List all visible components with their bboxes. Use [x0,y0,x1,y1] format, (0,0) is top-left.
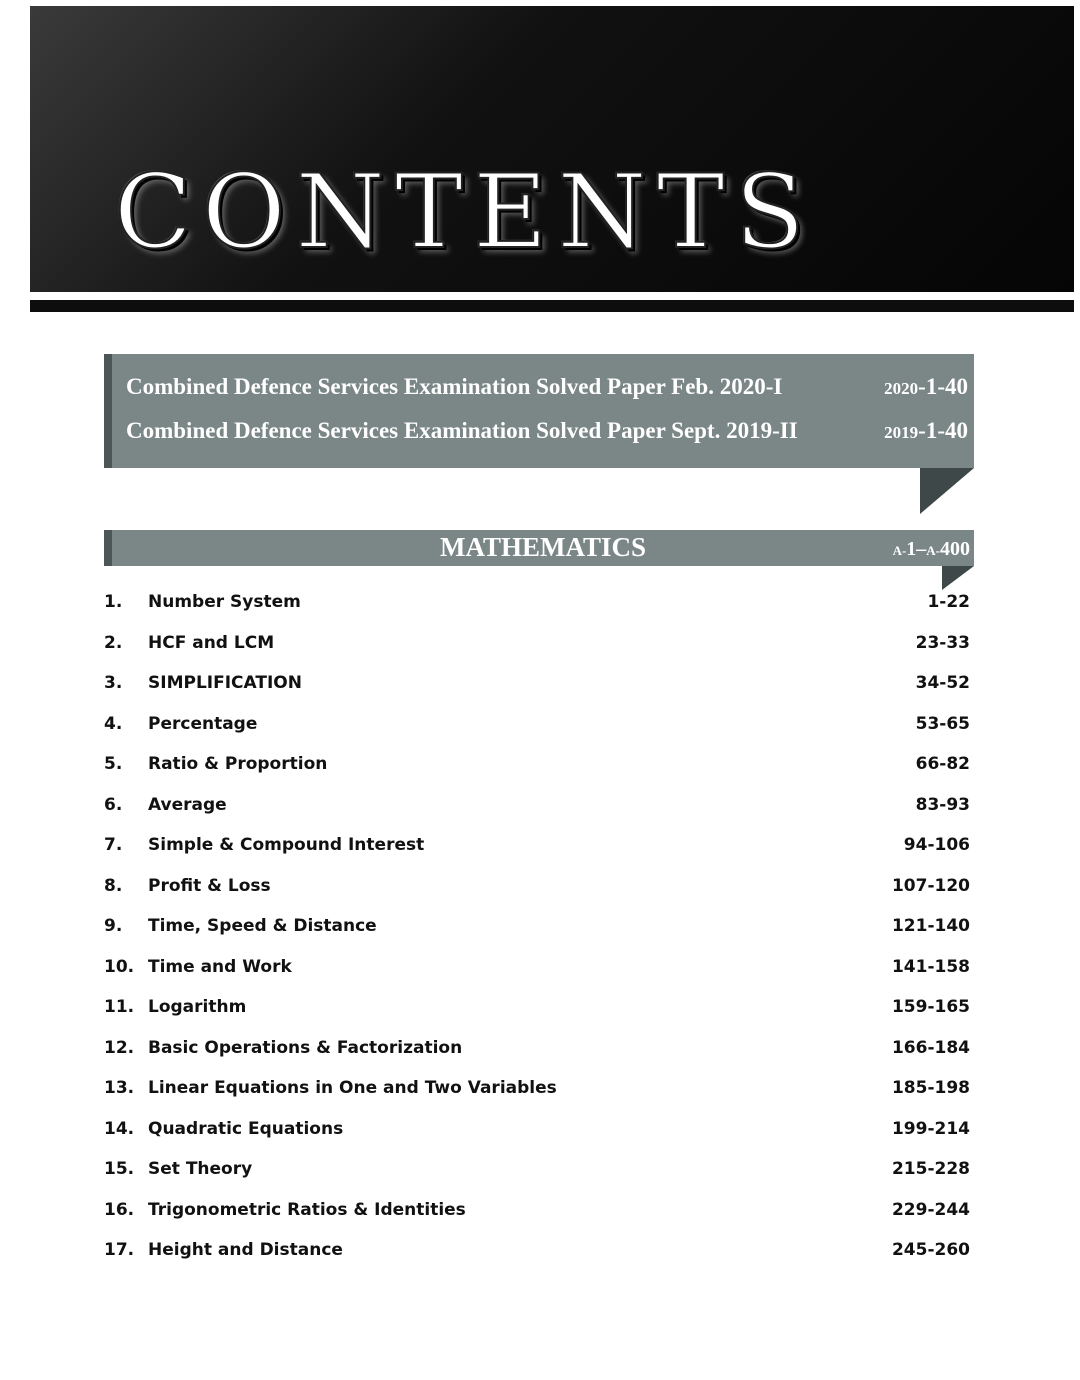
chapter-row[interactable] [104,708,970,749]
chapter-number: 9. [104,916,123,936]
ribbon-fold-decoration [920,468,974,514]
chapter-number: 7. [104,835,123,855]
chapter-number: 17. [104,1240,135,1260]
chapter-pages: 245-260 [891,1240,970,1260]
section-title: MATHEMATICS [439,532,646,562]
chapter-pages: 107-120 [891,875,970,896]
chapter-row[interactable] [104,1032,970,1073]
chapter-row[interactable] [104,870,970,911]
chapter-title: Set Theory [148,1159,253,1179]
chapter-pages: 83-93 [915,794,970,815]
section-range-start: 1– [906,538,927,560]
chapter-number: 5. [104,754,123,774]
chapter-title: Time and Work [148,956,292,977]
chapter-row[interactable] [104,789,970,830]
solved-paper-row[interactable] [126,374,968,400]
section-range-end: 400 [940,538,970,560]
chapter-title: Quadratic Equations [148,1118,344,1139]
section-header-mathematics [104,530,974,566]
chapter-number: 15. [104,1159,135,1179]
chapter-row[interactable] [104,910,970,951]
chapter-pages: 23-33 [915,632,970,653]
chapter-list [104,586,970,1275]
solved-paper-pages-range: -1-40 [918,418,968,443]
chapter-row[interactable] [104,829,970,870]
chapter-row[interactable] [104,1153,970,1194]
chapter-pages: 53-65 [915,713,970,734]
solved-paper-title: Combined Defence Services Examination Solved Paper Feb. 2020-I [126,374,783,399]
chapter-row[interactable] [104,951,970,992]
chapter-number: 3. [104,673,123,693]
chapter-pages: 185-198 [891,1078,970,1098]
chapter-row[interactable] [104,748,970,789]
chapter-number: 6. [104,794,123,815]
chapter-number: 14. [104,1118,135,1139]
section-range-prefix-end: A- [926,543,940,558]
solved-paper-pages-range: -1-40 [918,374,968,399]
solved-papers-box [104,354,974,468]
chapter-number: 1. [104,592,123,612]
solved-paper-pages-prefix: 2019 [884,423,919,442]
chapter-pages: 66-82 [915,754,970,774]
chapter-title: Logarithm [148,997,247,1017]
chapter-title: Profit & Loss [148,875,271,896]
chapter-number: 2. [104,632,123,653]
chapter-title: Time, Speed & Distance [148,916,377,936]
chapter-row[interactable] [104,586,970,627]
header-divider [30,300,1074,312]
solved-paper-pages [884,418,968,444]
chapter-row[interactable] [104,991,970,1032]
page-title: CONTENTS [114,153,815,272]
chapter-title: SIMPLIFICATION [148,673,302,693]
chapter-pages: 94-106 [903,835,970,855]
chapter-pages: 159-165 [891,997,970,1017]
chapter-pages: 166-184 [891,1037,970,1058]
solved-paper-pages-prefix: 2020 [884,379,919,398]
chapter-row[interactable] [104,1194,970,1235]
chapter-number: 12. [104,1037,135,1058]
chapter-number: 10. [104,956,135,977]
chapter-pages: 141-158 [891,956,970,977]
chapter-number: 8. [104,875,123,896]
chapter-number: 16. [104,1199,135,1220]
chapter-title: Height and Distance [148,1240,343,1260]
chapter-title: Percentage [148,713,258,734]
solved-paper-pages [884,374,968,400]
chapter-pages: 215-228 [891,1159,970,1179]
chapter-row[interactable] [104,627,970,668]
chapter-title: Number System [148,592,301,612]
chapter-row[interactable] [104,1113,970,1154]
chapter-title: Simple & Compound Interest [148,835,425,855]
chapter-number: 13. [104,1078,135,1098]
chapter-row[interactable] [104,1234,970,1275]
chapter-pages: 229-244 [891,1199,970,1220]
chapter-title: Average [148,794,227,815]
solved-paper-title: Combined Defence Services Examination Solved Paper Sept. 2019-II [126,418,798,443]
section-page-range [893,538,970,561]
chapter-pages: 199-214 [891,1118,970,1139]
chapter-row[interactable] [104,1072,970,1113]
section-range-prefix-start: A- [892,543,907,558]
chapter-row[interactable] [104,667,970,708]
chapter-title: Trigonometric Ratios & Identities [148,1199,466,1220]
chapter-title: HCF and LCM [148,632,275,653]
chapter-title: Basic Operations & Factorization [148,1037,463,1058]
chapter-number: 11. [104,997,135,1017]
solved-paper-row[interactable] [126,418,968,444]
chapter-pages: 121-140 [891,916,970,936]
chapter-title: Linear Equations in One and Two Variables [148,1078,557,1098]
chapter-pages: 34-52 [915,673,970,693]
chapter-pages: 1-22 [927,592,970,612]
chapter-title: Ratio & Proportion [148,754,328,774]
chapter-number: 4. [104,713,123,734]
